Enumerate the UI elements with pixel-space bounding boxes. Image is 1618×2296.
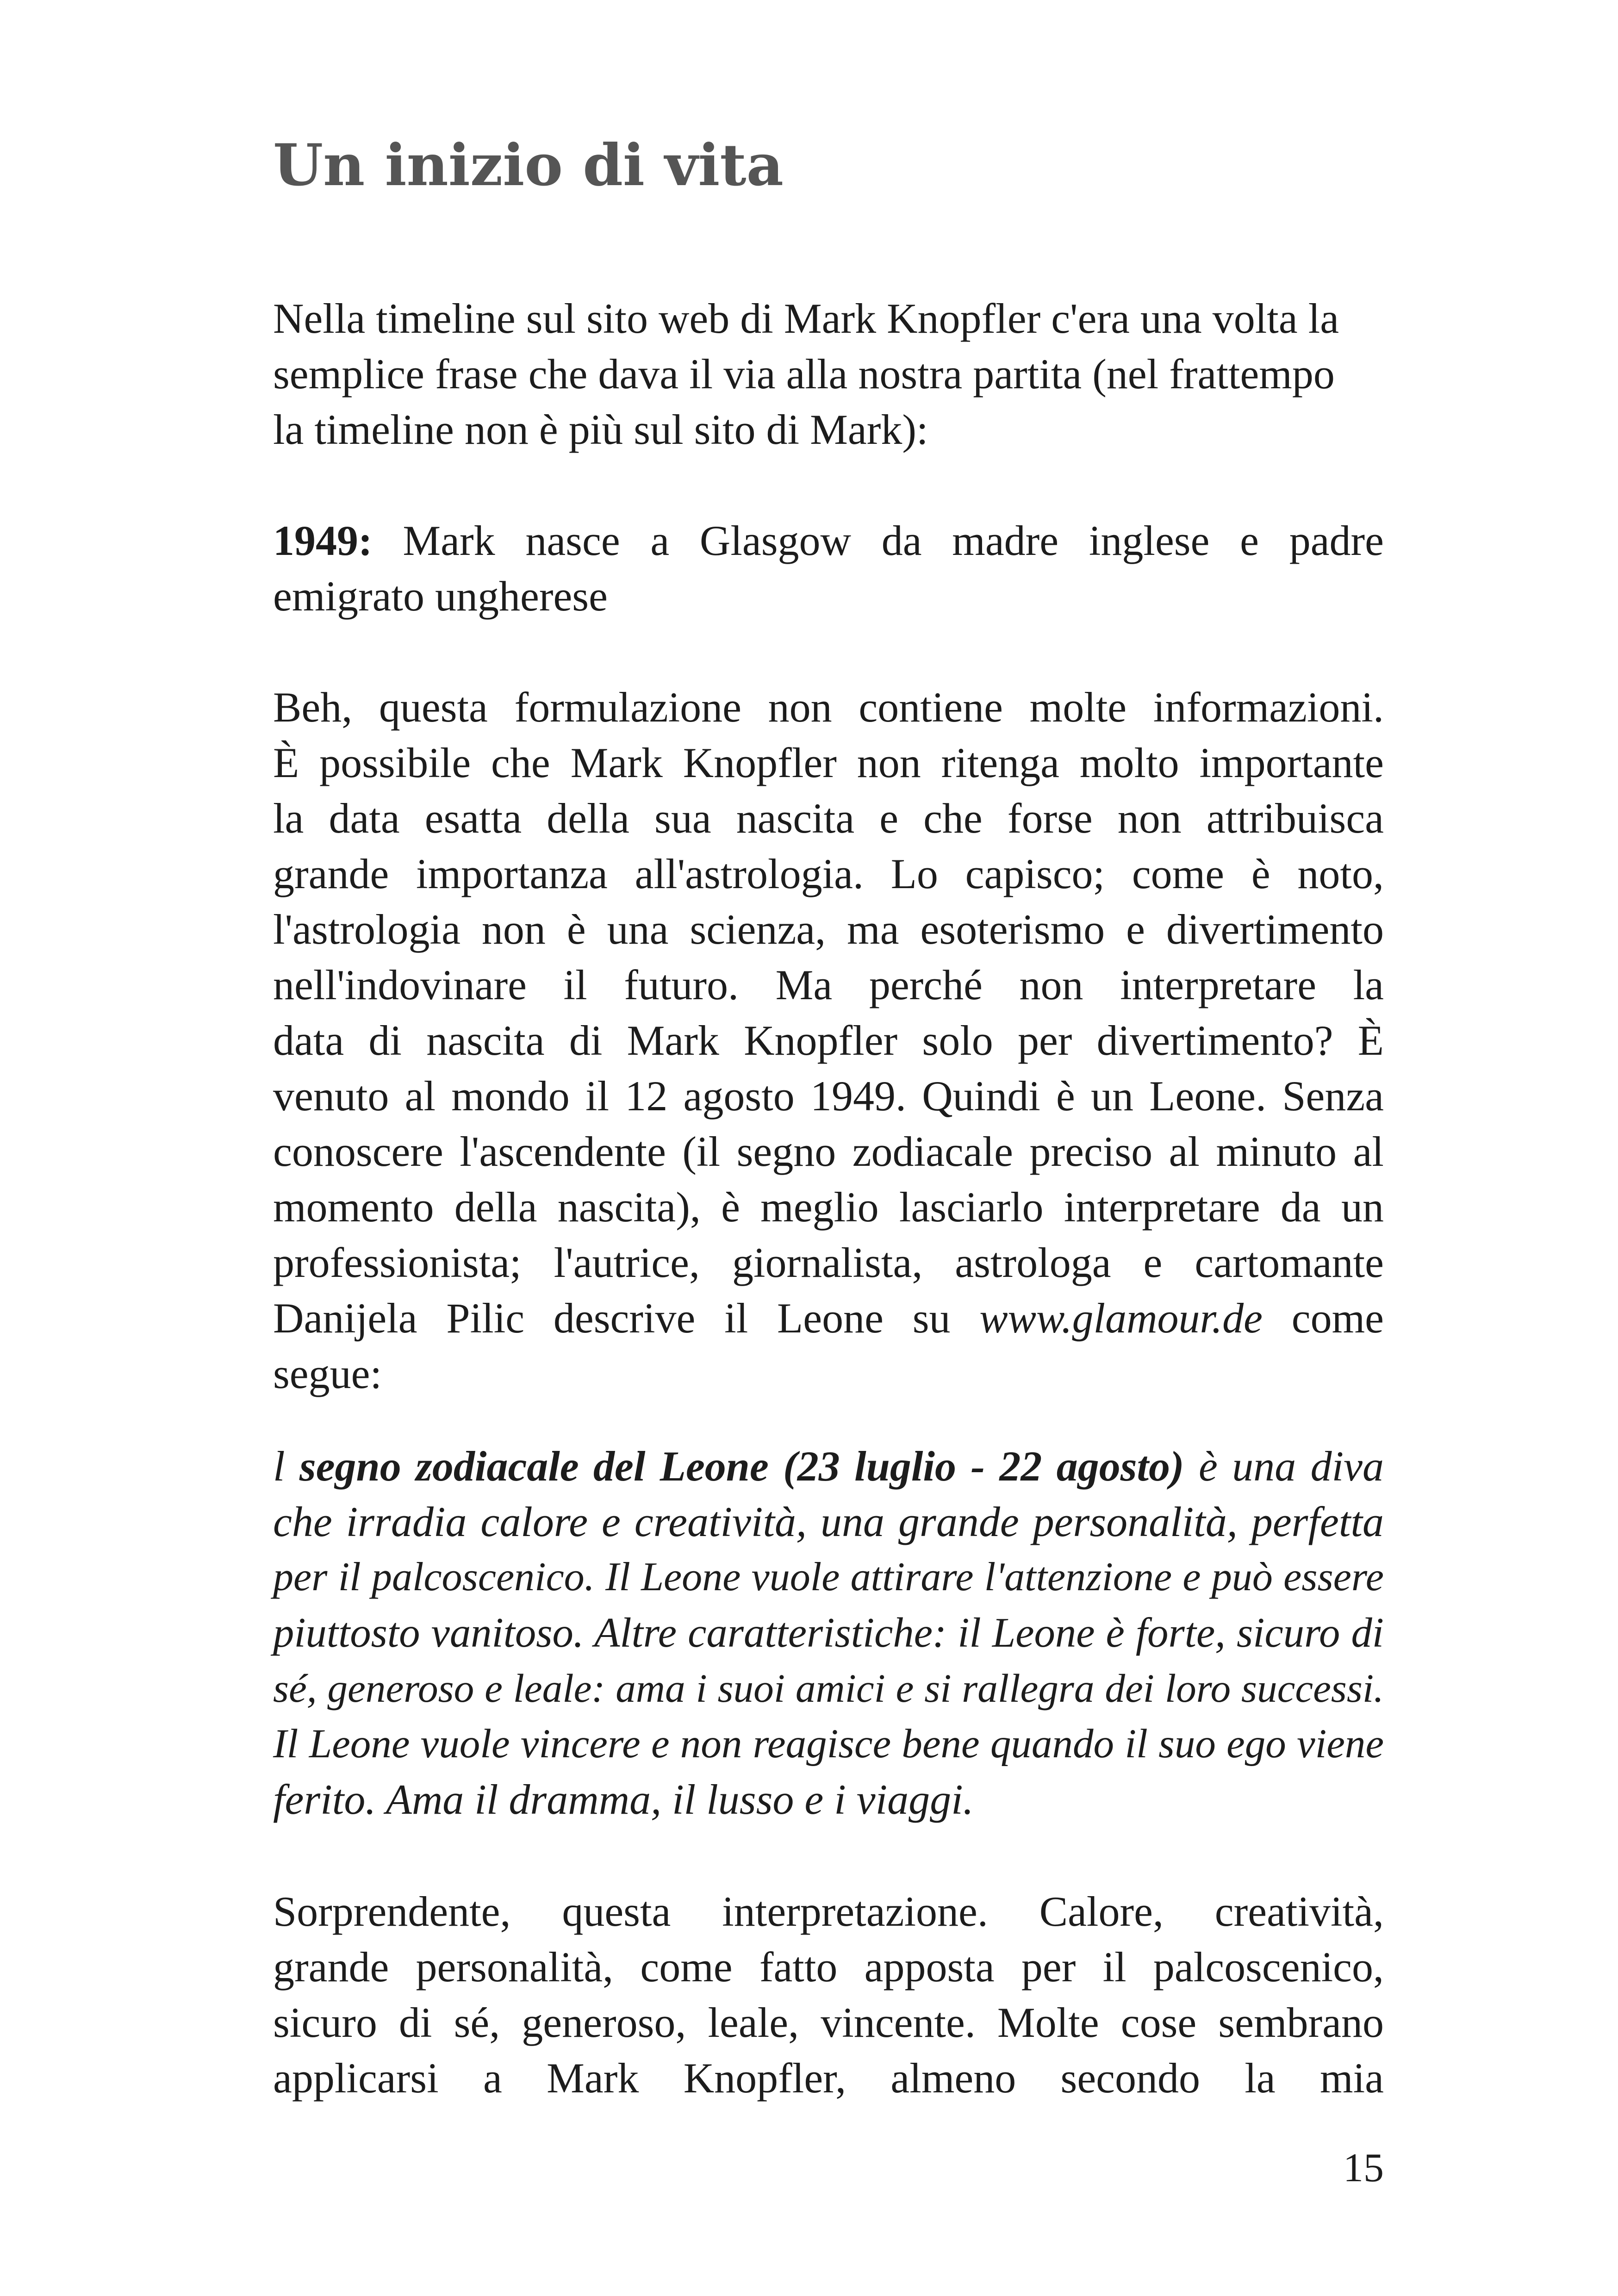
timeline-entry-text: Mark nasce a Glasgow da madre inglese e padre xyxy=(372,517,1384,564)
text-line: sé, generoso e leale: ama i suoi amici e si rallegra dei loro successi. xyxy=(273,1666,1384,1711)
website-reference: www.glamour.de xyxy=(979,1294,1263,1342)
page-number: 15 xyxy=(1343,2146,1384,2190)
text-line: la timeline non è più sul sito di Mark): xyxy=(273,406,928,453)
intro-paragraph xyxy=(273,291,1384,457)
text-line: data di nascita di Mark Knopfler solo per divertimento? È xyxy=(273,1017,1384,1064)
text-line: segue: xyxy=(273,1350,382,1397)
text-line xyxy=(273,513,1384,568)
text-line: l'astrologia non è una scienza, ma esoterismo e divertimento xyxy=(273,906,1384,953)
text-line: Sorprendente, questa interpretazione. Calore, creatività, xyxy=(273,1888,1384,1935)
text-line: grande personalità, come fatto apposta per il palcoscenico, xyxy=(273,1943,1384,1991)
text-line: venuto al mondo il 12 agosto 1949. Quindi è un Leone. Senza xyxy=(273,1072,1384,1120)
chapter-title: Un inizio di vita xyxy=(273,132,784,199)
text-line: emigrato ungherese xyxy=(273,572,608,620)
text-line: momento della nascita), è meglio lasciarlo interpretare da un xyxy=(273,1183,1384,1231)
text-line: la data esatta della sua nascita e che forse non attribuisca xyxy=(273,795,1384,842)
text-line: grande importanza all'astrologia. Lo capisco; come è noto, xyxy=(273,850,1384,897)
text-line: nell'indovinare il futuro. Ma perché non interpretare la xyxy=(273,961,1384,1008)
text-line: applicarsi a Mark Knopfler, almeno secondo la mia xyxy=(273,2054,1384,2102)
conclusion-paragraph xyxy=(273,1884,1384,2106)
quote-paragraph xyxy=(273,1438,1384,1827)
timeline-entry-paragraph xyxy=(273,513,1384,624)
text-line: professionista; l'autrice, giornalista, astrologa e cartomante xyxy=(273,1239,1384,1286)
text-line: sicuro di sé, generoso, leale, vincente. Molte cose sembrano xyxy=(273,1999,1384,2046)
line-text: come xyxy=(1262,1294,1384,1342)
text-line: conoscere l'ascendente (il segno zodiacale preciso al minuto al xyxy=(273,1128,1384,1175)
text-line: per il palcoscenico. Il Leone vuole attirare l'attenzione e può essere xyxy=(273,1555,1384,1599)
timeline-year: 1949: xyxy=(273,517,373,564)
quote-lead: l xyxy=(273,1443,299,1490)
text-line xyxy=(273,1438,1384,1494)
text-line: Beh, questa formulazione non contiene molte informazioni. xyxy=(273,684,1384,731)
astrology-paragraph xyxy=(273,679,1384,1401)
line-text: è una diva xyxy=(1184,1443,1384,1490)
text-line: Nella timeline sul sito web di Mark Knopfler c'era una volta la xyxy=(273,295,1339,342)
quote-bold-heading: segno zodiacale del Leone (23 luglio - 22 agosto) xyxy=(299,1443,1184,1490)
text-line: Il Leone vuole vincere e non reagisce bene quando il suo ego viene xyxy=(273,1721,1384,1767)
text-line: che irradia calore e creatività, una grande personalità, perfetta xyxy=(273,1498,1384,1545)
text-line: ferito. Ama il dramma, il lusso e i viaggi. xyxy=(273,1776,974,1823)
text-line: semplice frase che dava il via alla nostra partita (nel frattempo xyxy=(273,350,1335,398)
line-text: Danijela Pilic descrive il Leone su xyxy=(273,1294,980,1342)
text-line xyxy=(273,1290,1384,1346)
text-line: È possibile che Mark Knopfler non ritenga molto importante xyxy=(273,739,1384,786)
text-line: piuttosto vanitoso. Altre caratteristiche: il Leone è forte, sicuro di xyxy=(273,1609,1384,1656)
